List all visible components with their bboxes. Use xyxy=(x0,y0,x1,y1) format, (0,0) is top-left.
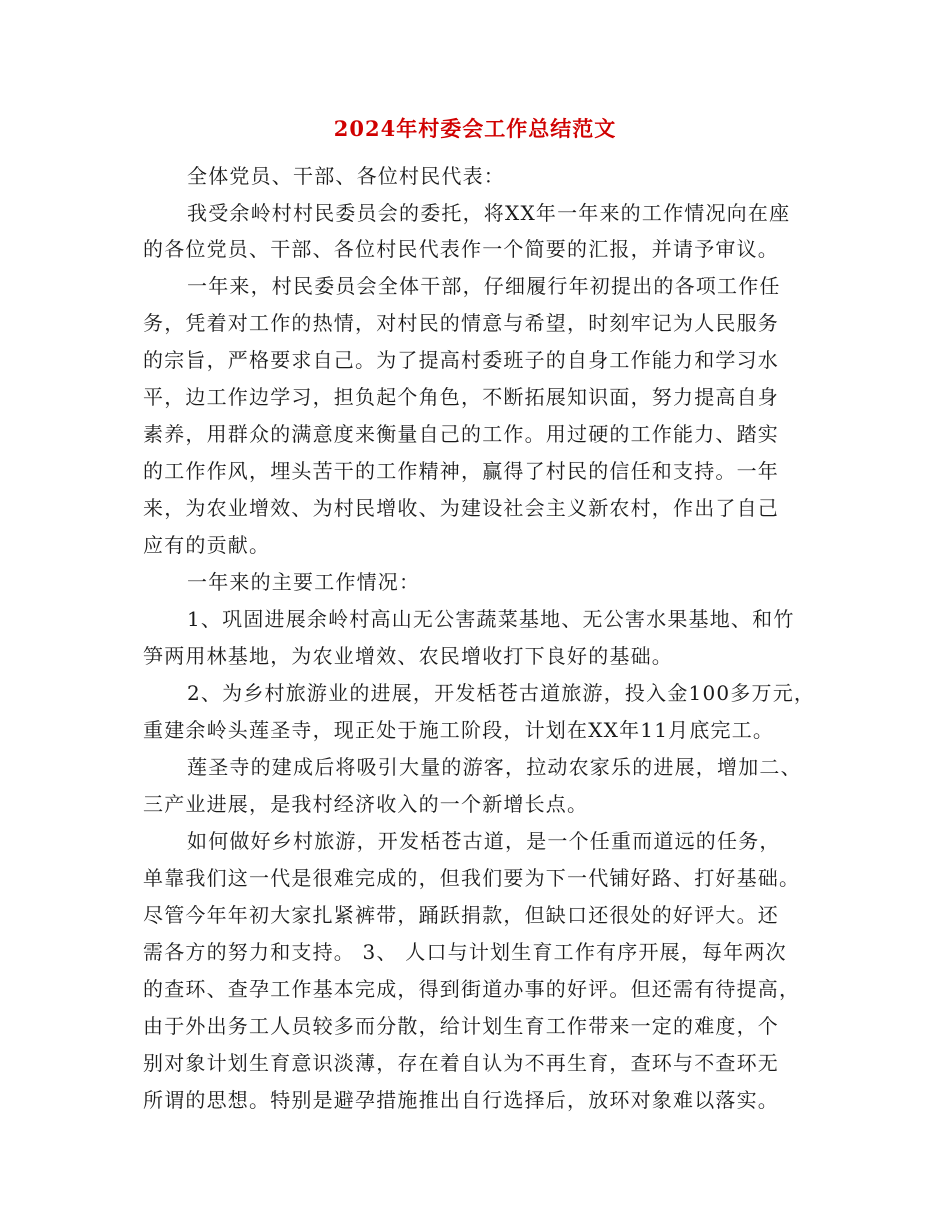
paragraph-line: 的查环、查孕工作基本完成，得到街道办事的好评。但还需有待提高， xyxy=(143,977,801,1001)
paragraph-line: 应有的贡献。 xyxy=(143,533,271,557)
paragraph-line: 笋两用林基地，为农业增效、农民增收打下良好的基础。 xyxy=(143,644,673,668)
salutation: 全体党员、干部、各位村民代表： xyxy=(187,164,505,188)
paragraph-line: 尽管今年年初大家扎紧裤带，踊跃捐款，但缺口还很处的好评大。还 xyxy=(143,903,779,927)
paragraph-line: 由于外出务工人员较多而分散，给计划生育工作带来一定的难度，个 xyxy=(143,1014,779,1038)
paragraph-line: 的各位党员、干部、各位村民代表作一个简要的汇报，并请予审议。 xyxy=(143,237,779,261)
paragraph-line: 我受余岭村村民委员会的委托，将XX年一年来的工作情况向在座 xyxy=(187,201,791,225)
paragraph-line: 别对象计划生育意识淡薄，存在着自认为不再生育，查环与不查环无 xyxy=(143,1051,779,1075)
paragraph-line: 一年来，村民委员会全体干部，仔细履行年初提出的各项工作任 xyxy=(187,274,781,298)
paragraph-line: 素养，用群众的满意度来衡量自己的工作。用过硬的工作能力、踏实 xyxy=(143,422,779,446)
paragraph-line: 2、为乡村旅游业的进展，开发栝苍古道旅游，投入金100多万元， xyxy=(187,681,816,705)
paragraph-line: 的宗旨，严格要求自己。为了提高村委班子的自身工作能力和学习水 xyxy=(143,348,779,372)
paragraph-line: 需各方的努力和支持。 3、 人口与计划生育工作有序开展，每年两次 xyxy=(143,940,787,964)
paragraph-line: 所谓的思想。特别是避孕措施推出自行选择后，放环对象难以落实。 xyxy=(143,1088,779,1112)
section-heading: 一年来的主要工作情况： xyxy=(187,570,421,594)
document-title: 2024年村委会工作总结范文 xyxy=(333,116,617,141)
paragraph-line: 如何做好乡村旅游，开发栝苍古道，是一个任重而道远的任务， xyxy=(187,829,781,853)
paragraph-line: 务，凭着对工作的热情，对村民的情意与希望，时刻牢记为人民服务 xyxy=(143,311,779,335)
paragraph-line: 1、巩固进展余岭村高山无公害蔬菜基地、无公害水果基地、和竹 xyxy=(187,607,795,631)
paragraph-line: 平，边工作边学习，担负起个角色，不断拓展知识面，努力提高自身 xyxy=(143,385,779,409)
paragraph-line: 重建余岭头莲圣寺，现正处于施工阶段，计划在XX年11月底完工。 xyxy=(143,718,775,742)
paragraph-line: 三产业进展，是我村经济收入的一个新增长点。 xyxy=(143,792,589,816)
paragraph-line: 莲圣寺的建成后将吸引大量的游客，拉动农家乐的进展，增加二、 xyxy=(187,755,802,779)
paragraph-line: 单靠我们这一代是很难完成的，但我们要为下一代铺好路、打好基础。 xyxy=(143,866,801,890)
paragraph-line: 来，为农业增效、为村民增收、为建设社会主义新农村，作出了自己 xyxy=(143,496,779,520)
paragraph-line: 的工作作风，埋头苦干的工作精神，赢得了村民的信任和支持。一年 xyxy=(143,459,779,483)
